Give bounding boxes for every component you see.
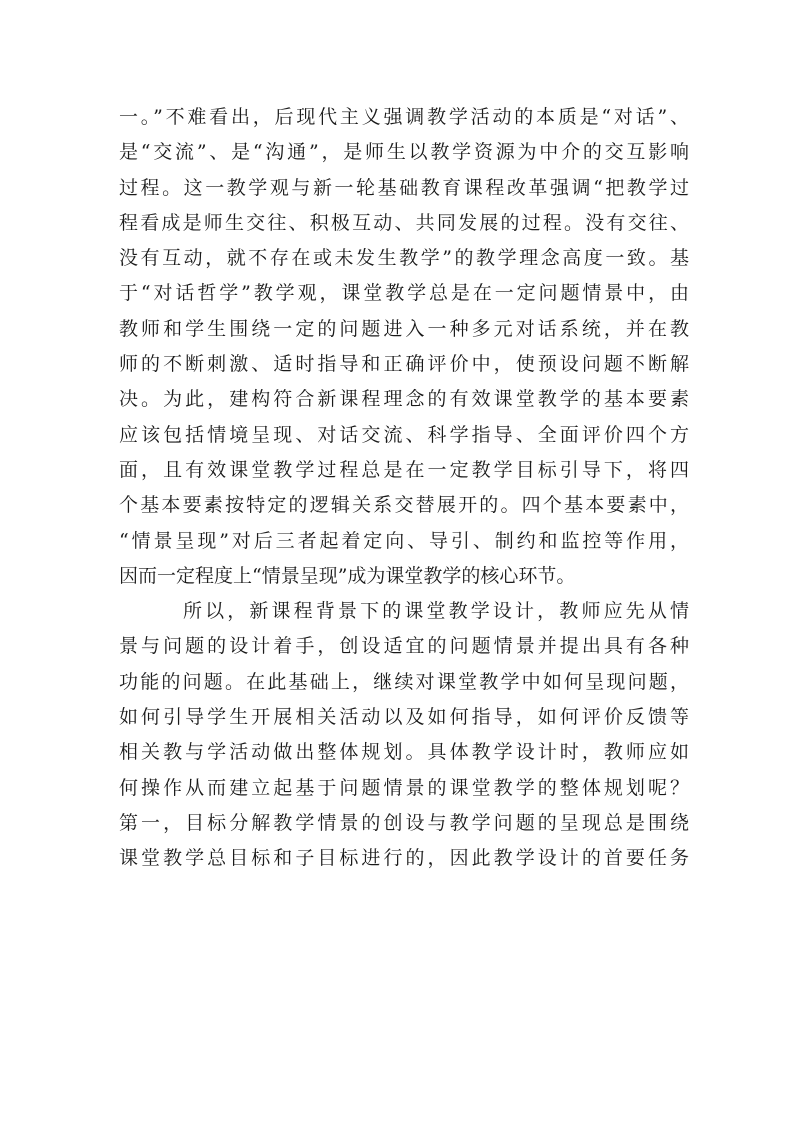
text-line: 程看成是师生交往、积极互动、共同发展的过程。没有交往、 xyxy=(119,211,689,234)
text-line: 教师和学生围绕一定的问题进入一种多元对话系统，并在教 xyxy=(119,317,689,340)
text-line: 因而一定程度上“情景呈现”成为课堂教学的核心环节。 xyxy=(119,564,576,587)
text-line: 相关教与学活动做出整体规划。具体教学设计时，教师应如 xyxy=(119,741,689,764)
body-text xyxy=(119,100,689,877)
text-line: 所以，新课程背景下的课堂教学设计，教师应先从情 xyxy=(183,600,689,623)
text-line: 面，且有效课堂教学过程总是在一定教学目标引导下，将四 xyxy=(119,458,689,481)
text-line: 师的不断刺激、适时指导和正确评价中，使预设问题不断解 xyxy=(119,353,689,376)
text-line: 没有互动，就不存在或未发生教学”的教学理念高度一致。基 xyxy=(119,247,689,270)
text-line: 是“交流”、是“沟通”，是师生以教学资源为中介的交互影响 xyxy=(119,141,689,164)
text-line: 功能的问题。在此基础上，继续对课堂教学中如何呈现问题， xyxy=(119,670,689,693)
text-line: “情景呈现”对后三者起着定向、导引、制约和监控等作用， xyxy=(119,529,689,552)
text-line: 过程。这一教学观与新一轮基础教育课程改革强调“把教学过 xyxy=(119,176,689,199)
text-line: 第一，目标分解教学情景的创设与教学问题的呈现总是围绕 xyxy=(119,811,689,834)
text-line: 课堂教学总目标和子目标进行的，因此教学设计的首要任务 xyxy=(119,847,689,870)
text-line: 景与问题的设计着手，创设适宜的问题情景并提出具有各种 xyxy=(119,635,689,658)
text-line: 何操作从而建立起基于问题情景的课堂教学的整体规划呢？ xyxy=(119,776,689,799)
text-line: 应该包括情境呈现、对话交流、科学指导、全面评价四个方 xyxy=(119,423,689,446)
text-line: 于“对话哲学”教学观，课堂教学总是在一定问题情景中，由 xyxy=(119,282,689,305)
text-line: 一。”不难看出，后现代主义强调教学活动的本质是“对话”、 xyxy=(119,106,689,128)
text-line: 个基本要素按特定的逻辑关系交替展开的。四个基本要素中， xyxy=(119,494,689,517)
text-line: 决。为此，建构符合新课程理念的有效课堂教学的基本要素 xyxy=(119,388,689,411)
text-line: 如何引导学生开展相关活动以及如何指导，如何评价反馈等 xyxy=(119,706,689,729)
